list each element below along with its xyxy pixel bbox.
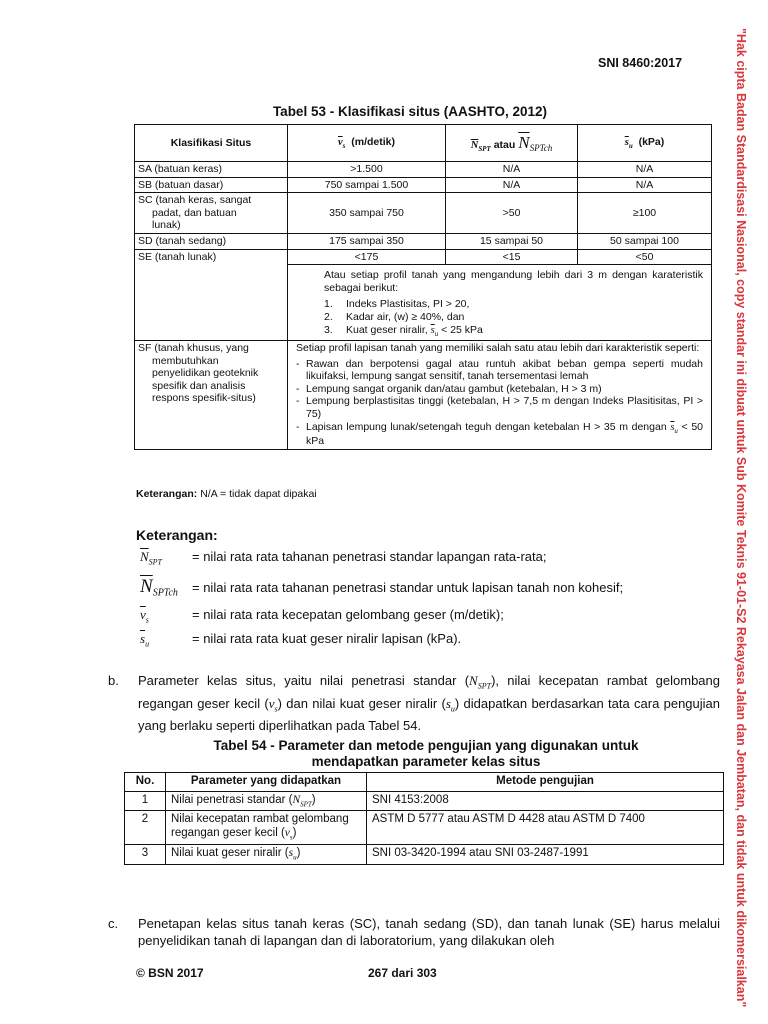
definition-nsptch: $\overline{N}_{SPTch}$ = nilai rata rata tahanan penetrasi standar untuk lapisan tanah non kohesif; <box>140 576 624 599</box>
header-site-class: Klasifikasi Situs <box>135 125 288 162</box>
definition-su: $\overline{s}_u$ = nilai rata rata kuat geser niralir lapisan (kPa). <box>140 631 462 649</box>
paragraph-c: c. Penetapan kelas situs tanah keras (SC), tanah sedang (SD), dan tanah lunak (SE) harus melalui penyelidikan tanah di lapangan dan di laboratorium, yang dilakukan oleh <box>108 916 720 948</box>
header-su: $\overline{s}_u$ (kPa) <box>578 125 712 162</box>
list-item: 3. Kuat geser niralir, $\overline{s}_u < 25$ kPa <box>324 323 483 338</box>
definition-nspt: $\overline{N}_{SPT}$ = nilai rata rata tahanan penetrasi standar lapangan rata-rata; <box>140 549 547 567</box>
table-row: SB (batuan dasar) 750 sampai 1.500 N/A N/A <box>135 177 712 193</box>
header-vs: $\overline{v}_s$ (m/detik) <box>288 125 446 162</box>
table-54 <box>124 772 724 865</box>
table-row-se-extra: Atau setiap profil tanah yang mengandung lebih dari 3 m dengan karateristik sebagai berikut: 1. Indeks Plastisitas, PI > 20, 2. Kadar air, (w) ≥ 40%, dan 3. Kuat geser niralir, $\overline{s}_u < 25$ kPa <box>135 265 712 341</box>
table-row: 3 Nilai kuat geser niralir $(s_u)$ SNI 03-3420-1994 atau SNI 03-2487-1991 <box>125 844 724 864</box>
table-row: 2 Nilai kecepatan rambat gelombang regangan geser kecil $(v_s)$ ASTM D 5777 atau ASTM D 4428 atau ASTM D 7400 <box>125 811 724 844</box>
table-row: SC (tanah keras, sangat padat, dan batuan lunak) 350 sampai 750 >50 ≥100 <box>135 193 712 234</box>
table-header-row: No. Parameter yang didapatkan Metode pengujian <box>125 773 724 792</box>
table-53 <box>134 124 712 450</box>
header-nspt: $\overline{N}_{SPT}$ atau $\overline{N}_{SPTch}$ <box>446 125 578 162</box>
copyright-watermark: "Hak cipta Badan Standardisasi Nasional, copy standar ini dibuat untuk Sub Komite Teknis 91-01-S2 Rekayasa Jalan dan Jembatan, dan tidak untuk dikomersialkan" <box>734 28 748 1008</box>
table-row: 1 Nilai penetrasi standar $(N_{SPT})$ SNI 4153:2008 <box>125 791 724 811</box>
definition-vs: $\overline{v}_s$ = nilai rata rata kecepatan gelombang geser (m/detik); <box>140 607 504 625</box>
table-row: SD (tanah sedang) 175 sampai 350 15 sampai 50 50 sampai 100 <box>135 233 712 249</box>
table-54-title: Tabel 54 - Parameter dan metode pengujian yang digunakan untuk mendapatkan parameter kelas situs <box>213 738 639 769</box>
footer-page-number: 267 dari 303 <box>368 966 437 980</box>
list-item: - Lapisan lempung lunak/setengah teguh dengan ketebalan H > 35 m dengan $\overline{s}_u < 50$ kPa <box>296 420 703 448</box>
table-53-title: Tabel 53 - Klasifikasi situs (AASHTO, 2012) <box>272 104 548 119</box>
paragraph-b: b. Parameter kelas situs, yaitu nilai penetrasi standar $(N_{SPT})$, nilai kecepatan rambat gelombang regangan geser kecil $(v_s)$ dan nilai kuat geser niralir $(s_u)$ didapatkan berdasarkan tata cara pengujian yang berlaku seperti diperlihatkan pada Tabel 54. <box>108 673 720 734</box>
list-item: - Lempung berplastisitas tinggi (ketebalan, H > 7,5 m dengan Indeks Plasitisitas, PI > 75) <box>296 395 703 420</box>
table-header-row <box>135 125 712 162</box>
table-row: SE (tanah lunak) <175 <15 <50 <box>135 249 712 265</box>
list-item: 1. Indeks Plastisitas, PI > 20, <box>324 298 470 311</box>
table-row-sf: SF (tanah khusus, yang membutuhkan penyelidikan geoteknik spesifik dan analisis respons spesifik-situs) Setiap profil lapisan tanah yang memiliki salah satu atau lebih dari karakteristik seperti: - Rawan dan berpotensi gagal atau runtuh akibat beban gempa seperti mudah likuifaksi, lempung sangat sensitif, tanah tersementasi lemah - Lempung sangat organik dan/atau gambut (ketebalan, H > 3 m) - Lempung berplastisitas tinggi (ketebalan, H > 7,5 m dengan Indeks Plasitisitas, PI > 75) - Lapisan lempung lunak/setengah teguh dengan ketebalan H > 35 m dengan $\overline{s}_u < 50$ kPa <box>135 341 712 450</box>
table-53-note: Keterangan: N/A = tidak dapat dipakai <box>136 488 317 500</box>
list-item: - Rawan dan berpotensi gagal atau runtuh akibat beban gempa seperti mudah likuifaksi, lempung sangat sensitif, tanah tersementasi lemah <box>296 357 703 383</box>
table-row: SA (batuan keras) >1.500 N/A N/A <box>135 162 712 178</box>
footer-copyright: © BSN 2017 <box>136 966 204 980</box>
document-code: SNI 8460:2017 <box>598 56 683 70</box>
list-item: 2. Kadar air, (w) ≥ 40%, dan <box>324 310 465 323</box>
keterangan-title: Keterangan: <box>136 527 218 543</box>
list-item: - Lempung sangat organik dan/atau gambut (ketebalan, H > 3 m) <box>296 382 602 395</box>
